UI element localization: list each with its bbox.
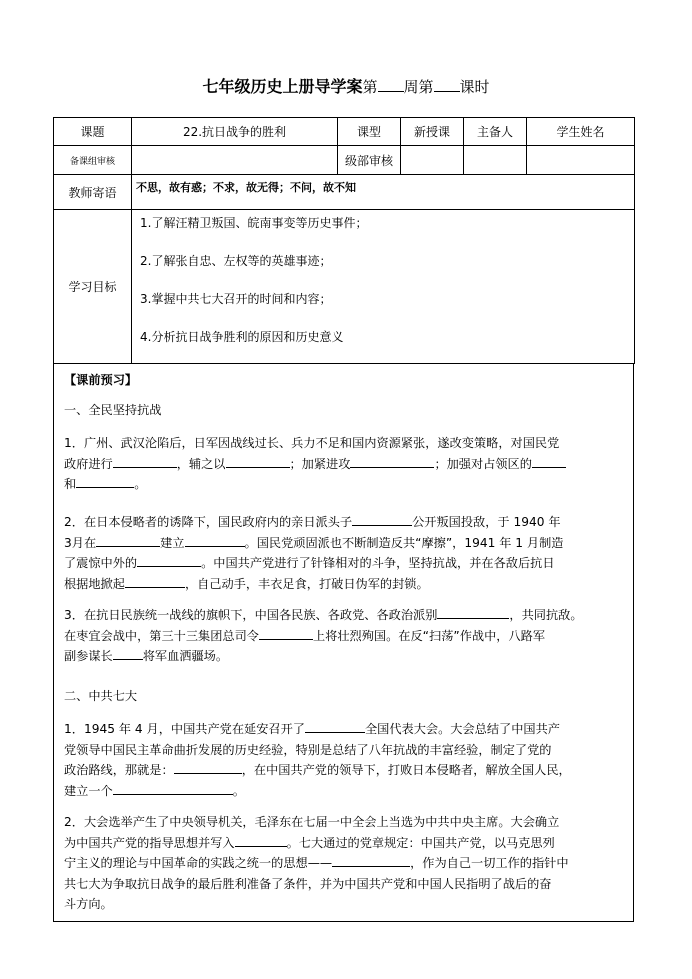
answer-blank[interactable] <box>113 647 143 660</box>
document-title <box>0 74 692 97</box>
header-table <box>53 117 635 364</box>
teacher-motto: 不思，故有惑；不求，故无得；不问，故不知 <box>132 175 635 210</box>
answer-blank[interactable] <box>352 513 412 526</box>
header-row-teacher <box>54 175 635 210</box>
goal-item: 3.掌握中共七大召开的时间和内容； <box>140 292 332 306</box>
grade-review-label: 级部审核 <box>338 146 401 175</box>
header-row-goals <box>54 210 635 364</box>
preview-heading: 【课前预习】 <box>64 373 138 387</box>
student-name-field[interactable] <box>527 146 635 175</box>
section-heading-resistance: 一、全民坚持抗战 <box>64 403 162 417</box>
answer-blank[interactable] <box>235 834 287 847</box>
group-review-label: 备课组审核 <box>54 146 132 175</box>
grade-review-field[interactable] <box>401 146 464 175</box>
week-blank[interactable] <box>378 79 404 92</box>
goal-item: 1.了解汪精卫叛国、皖南事变等历史事件； <box>140 216 368 230</box>
answer-blank[interactable] <box>174 761 242 774</box>
student-name-label: 学生姓名 <box>527 118 635 146</box>
teacher-message-label: 教师寄语 <box>54 175 132 210</box>
answer-blank[interactable] <box>332 854 410 867</box>
header-row-review <box>54 146 635 175</box>
answer-blank[interactable] <box>437 606 509 619</box>
title-lesson-suffix: 课时 <box>459 78 490 96</box>
title-main: 七年级历史上册导学案 <box>202 77 363 96</box>
preparer-field[interactable] <box>464 146 527 175</box>
goal-item: 4.分析抗日战争胜利的原因和历史意义 <box>140 330 344 344</box>
preview-section <box>53 364 634 922</box>
title-week-suffix: 周第 <box>403 78 434 96</box>
preparer-label: 主备人 <box>464 118 527 146</box>
type-label: 课型 <box>338 118 401 146</box>
lesson-blank[interactable] <box>434 79 460 92</box>
section-heading-congress: 二、中共七大 <box>64 689 138 703</box>
question-2: 2．在日本侵略者的诱降下，国民政府内的亲日派头子 公开叛国投敌，于 1940 年 3月在 建立 。国民党顽固派也不断制造反共“摩擦”，1941 年 1 月制造 了震惊中外的 。中国共产党进行了针锋相对的斗争，坚持抗战，并在各敌后抗日 根据地掀起 ，自己动手，丰衣足食，打破日伪军的封锁。 <box>64 515 564 591</box>
topic-value: 22.抗日战争的胜利 <box>132 118 338 146</box>
question-3: 3．在抗日民族统一战线的旗帜下，中国各民族、各政党、各政治派别 ，共同抗敌。 在枣宜会战中，第三十三集团总司令 上将壮烈殉国。在反“扫荡”作战中，八路军 副参谋长 将军血洒疆场。 <box>64 608 583 663</box>
topic-label: 课题 <box>54 118 132 146</box>
group-review-field[interactable] <box>132 146 338 175</box>
goals-list <box>132 210 635 364</box>
answer-blank[interactable] <box>137 554 201 567</box>
title-week-prefix: 第 <box>362 78 378 96</box>
type-value: 新授课 <box>401 118 464 146</box>
header-row-topic <box>54 118 635 146</box>
answer-blank[interactable] <box>113 782 233 795</box>
answer-blank[interactable] <box>113 455 177 468</box>
answer-blank[interactable] <box>96 534 160 547</box>
answer-blank[interactable] <box>125 575 185 588</box>
question-4: 1．1945 年 4 月，中国共产党在延安召开了 全国代表大会。大会总结了中国共产 党领导中国民主革命曲折发展的历史经验，特别是总结了八年抗战的丰富经验，制定了党的 政治路线，那就是： ，在中国共产党的领导下，打败日本侵略者，解放全国人民， 建立一个 。 <box>64 722 571 798</box>
question-1: 1．广州、武汉沦陷后，日军因战线过长、兵力不足和国内资源紧张，遂改变策略，对国民党 政府进行 ，辅之以 ；加紧进攻 ；加强对占领区的 和 。 <box>64 433 626 495</box>
answer-blank[interactable] <box>532 455 566 468</box>
question-5: 2．大会选举产生了中央领导机关，毛泽东在七届一中全会上当选为中共中央主席。大会确立 为中国共产党的指导思想并写入 。七大通过的党章规定：中国共产党，以马克思列 宁主义的理论与中国革命的实践之统一的思想—— ，作为自己一切工作的指针中 共七大为争取抗日战争的最后胜利准备了条件，并为中国共产党和中国人民指明了战后的奋 斗方向。 <box>64 815 569 911</box>
answer-blank[interactable] <box>259 627 313 640</box>
answer-blank[interactable] <box>350 455 434 468</box>
answer-blank[interactable] <box>305 720 365 733</box>
answer-blank[interactable] <box>76 475 134 488</box>
answer-blank[interactable] <box>185 534 245 547</box>
answer-blank[interactable] <box>226 455 290 468</box>
goals-label: 学习目标 <box>54 210 132 364</box>
goal-item: 2.了解张自忠、左权等的英雄事迹； <box>140 254 332 268</box>
